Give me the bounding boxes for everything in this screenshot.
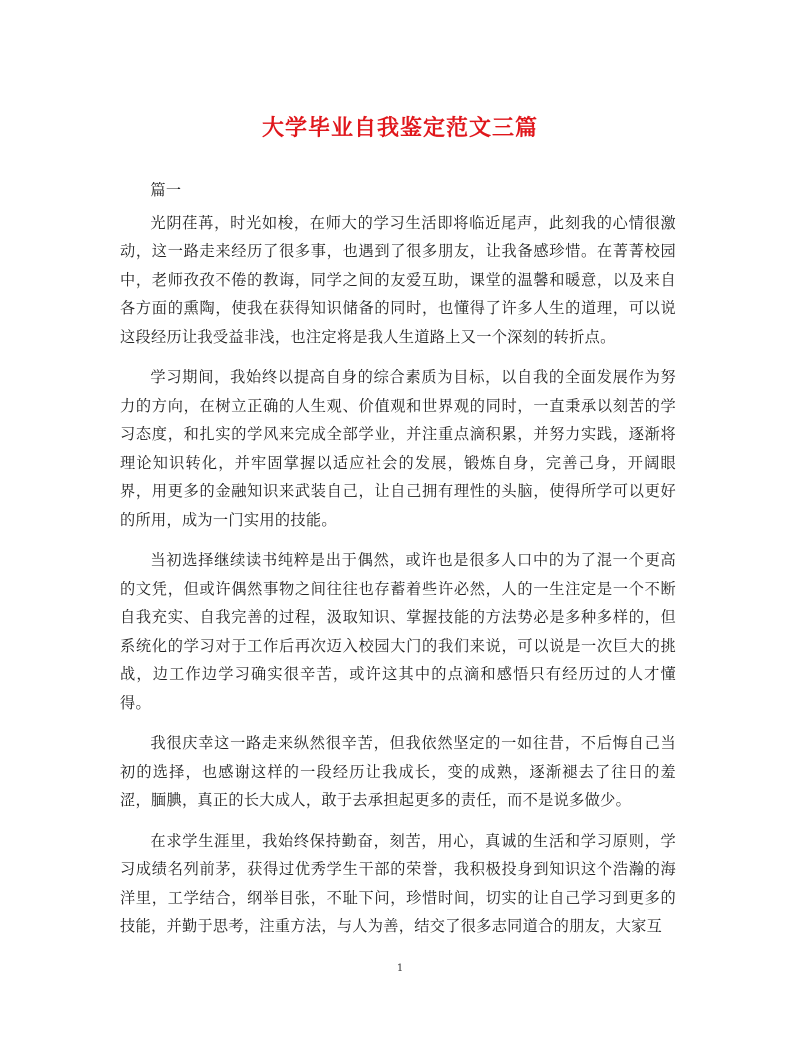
paragraph: 学习期间，我始终以提高自身的综合素质为目标，以自我的全面发展作为努力的方向，在树立正确的人生观、价值观和世界观的同时，一直秉承以刻苦的学习态度，和扎实的学风来完成全部学业，并注重点滴积累，并努力实践，逐渐将理论知识转化，并牢固掌握以适应社会的发展，锻炼自身，完善己身，开阔眼界，用更多的金融知识来武装自己，让自己拥有理性的头脑，使得所学可以更好的所用，成为一门实用的技能。 [120,368,676,529]
section-label: 篇一 [150,181,182,199]
paragraph: 光阴荏苒，时光如梭，在师大的学习生活即将临近尾声，此刻我的心情很激动，这一路走来经历了很多事，也遇到了很多朋友，让我备感珍惜。在菁菁校园中，老师孜孜不倦的教诲，同学之间的友爱互助，课堂的温馨和暖意，以及来自各方面的熏陶，使我在获得知识储备的同时，也懂得了许多人生的道理，可以说这段经历让我受益非浅，也注定将是我人生道路上又一个深刻的转折点。 [120,213,676,346]
document-body [120,176,676,953]
page-number: 1 [396,963,404,974]
paragraph: 我很庆幸这一路走来纵然很辛苦，但我依然坚定的一如往昔，不后悔自己当初的选择，也感谢这样的一段经历让我成长，变的成熟，逐渐褪去了往日的羞涩，腼腆，真正的长大成人，敢于去承担起更多的责任，而不是说多做少。 [120,734,676,809]
document-title: 大学毕业自我鉴定范文三篇 [261,115,538,141]
paragraph: 在求学生涯里，我始终保持勤奋，刻苦，用心，真诚的生活和学习原则，学习成绩名列前茅，获得过优秀学生干部的荣誉，我积极投身到知识这个浩瀚的海洋里，工学结合，纲举目张，不耻下问，珍惜时间，切实的让自己学习到更多的技能，并勤于思考，注重方法，与人为善，结交了很多志同道合的朋友，大家互 [120,831,676,935]
paragraph: 当初选择继续读书纯粹是出于偶然，或许也是很多人口中的为了混一个更高的文凭，但或许偶然事物之间往往也存蓄着些许必然，人的一生注定是一个不断自我充实、自我完善的过程，汲取知识、掌握技能的方法势必是多种多样的，但系统化的学习对于工作后再次迈入校园大门的我们来说，可以说是一次巨大的挑战，边工作边学习确实很辛苦，或许这其中的点滴和感悟只有经历过的人才懂得。 [120,551,676,712]
